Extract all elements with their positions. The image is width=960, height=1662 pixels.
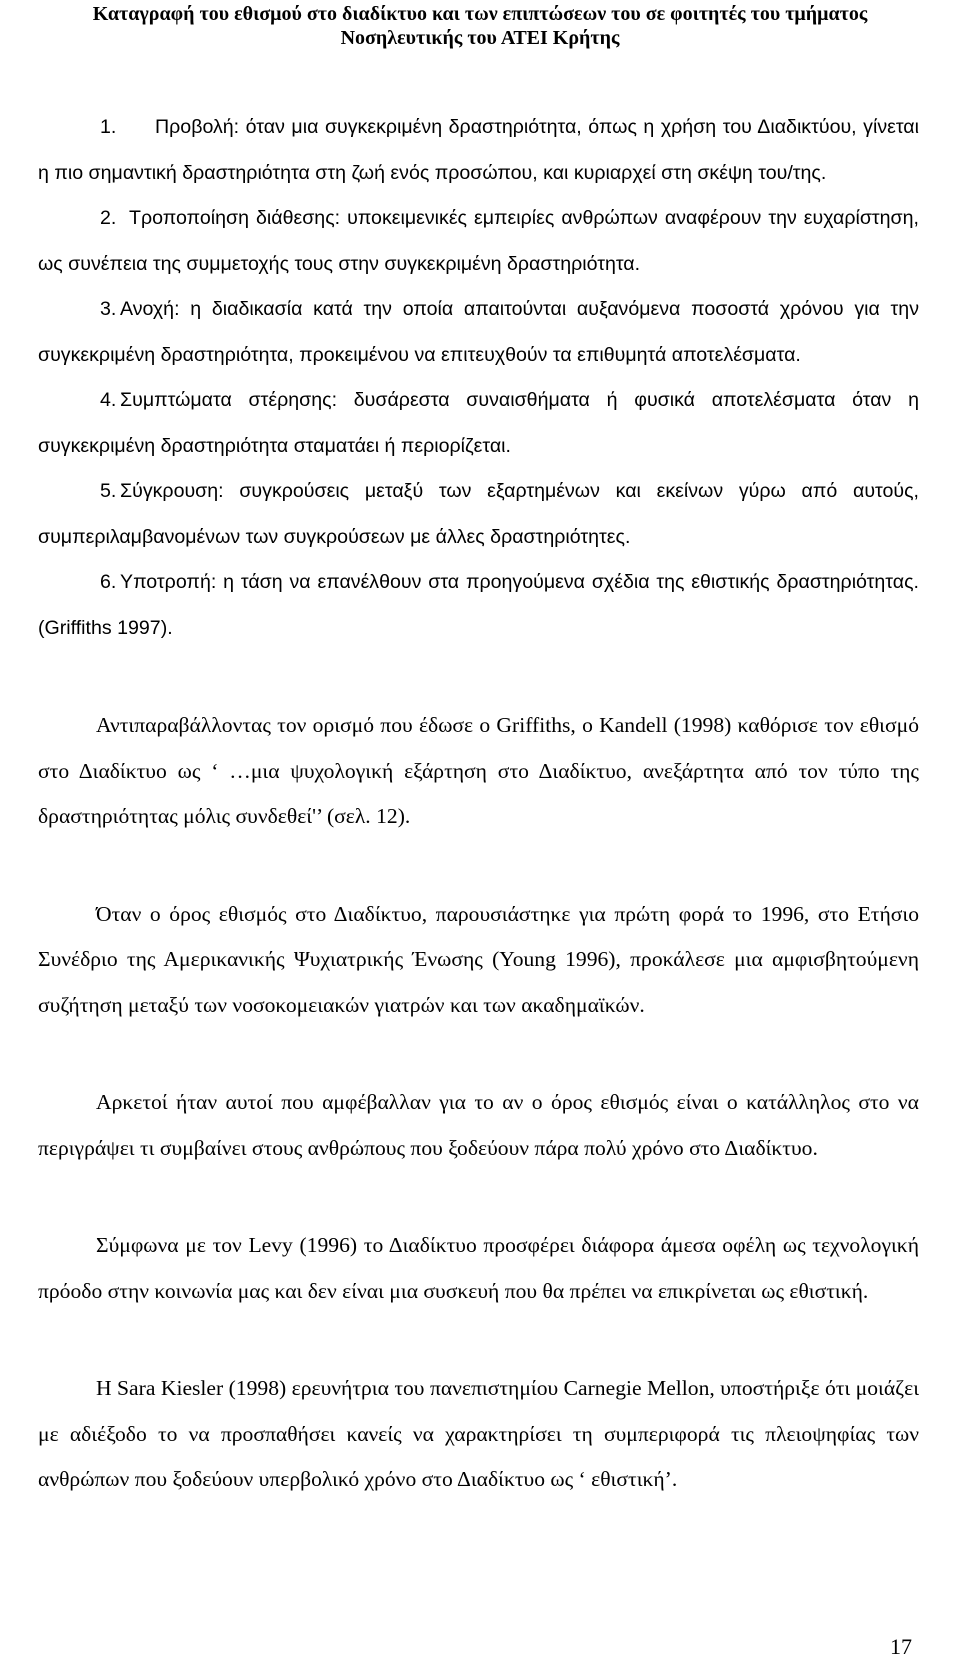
paragraph-spacer (38, 1314, 919, 1366)
list-number: 3. (100, 298, 117, 320)
list-text: Τροποποίηση διάθεσης: υποκειμενικές εμπειρίες ανθρώπων αναφέρουν την ευχαρίστηση, ως συνέπεια της συμμετοχής τους στην συγκεκριμένη δραστηριότητα. (38, 207, 919, 275)
paragraph-levy: Σύμφωνα με τον Levy (1996) το Διαδίκτυο προσφέρει διάφορα άμεσα οφέλη ως τεχνολογική πρόοδο στην κοινωνία μας και δεν είναι μια συσκευή που θα πρέπει να επικρίνεται ως εθιστική. (38, 1233, 919, 1303)
page-number: 17 (890, 1634, 912, 1659)
running-header (40, 2, 920, 50)
list-number: 6. (100, 571, 117, 593)
list-text: Προβολή: όταν μια συγκεκριμένη δραστηριότητα, όπως η χρήση του Διαδικτύου, γίνεται η πιο σημαντική δραστηριότητα στη ζωή ενός προσώπου, και κυριαρχεί στη σκέψη του/της. (38, 116, 919, 184)
header-line-2: Νοσηλευτικής του ΑΤΕΙ Κρήτης (340, 27, 620, 49)
list-text: Συμπτώματα στέρησης: δυσάρεστα συναισθήματα ή φυσικά αποτελέσματα όταν η συγκεκριμένη δραστηριότητα σταματάει ή περιορίζεται. (38, 389, 919, 457)
list-number: 4. (100, 389, 117, 411)
list-number: 1. (100, 116, 117, 138)
list-item-5 (38, 469, 919, 560)
header-line-1: Καταγραφή του εθισμού στο διαδίκτυο και των επιπτώσεων του σε φοιτητές του τμήματος (92, 3, 868, 25)
body-text (38, 105, 919, 1503)
list-number: 2. (100, 207, 117, 229)
paragraph-spacer (38, 1171, 919, 1223)
paragraph-spacer (38, 840, 919, 892)
list-item-6 (38, 560, 919, 651)
list-text: Σύγκρουση: συγκρούσεις μεταξύ των εξαρτημένων και εκείνων γύρω από αυτούς, συμπεριλαμβανομένων των συγκρούσεων με άλλες δραστηριότητες. (38, 480, 919, 548)
paragraph-spacer (38, 1028, 919, 1080)
paragraph-spacer (38, 651, 919, 703)
paragraph-doubt: Αρκετοί ήταν αυτοί που αμφέβαλλαν για το αν ο όρος εθισμός είναι ο κατάλληλος στο να περιγράψει τι συμβαίνει στους ανθρώπους που ξοδεύουν πάρα πολύ χρόνο στο Διαδίκτυο. (38, 1090, 919, 1160)
criteria-list (38, 105, 919, 651)
list-text: Υποτροπή: η τάση να επανέλθουν στα προηγούμενα σχέδια της εθιστικής δραστηριότητας. (Griffiths 1997). (38, 571, 919, 639)
paragraph-kiesler: Η Sara Kiesler (1998) ερευνήτρια του πανεπιστημίου Carnegie Mellon, υποστήριξε ότι μοιάζει με αδιέξοδο το να προσπαθήσει κανείς να χαρακτηρίσει τη συμπεριφορά τις πλειοψηφίας των ανθρώπων που ξοδεύουν υπερβολικό χρόνο στο Διαδίκτυο ως ‘ εθιστική’. (38, 1376, 919, 1491)
list-item-3 (38, 287, 919, 378)
list-number: 5. (100, 480, 117, 502)
list-item-2 (38, 196, 919, 287)
list-item-1 (38, 105, 919, 196)
paragraph-kandell: Αντιπαραβάλλοντας τον ορισμό που έδωσε ο Griffiths, ο Kandell (1998) καθόρισε τον εθισμό στο Διαδίκτυο ως ‘ …μια ψυχολογική εξάρτηση στο Διαδίκτυο, ανεξάρτητα από τον τύπο της δραστηριότητας μόλις συνδεθεί'’ (σελ. 12). (38, 713, 919, 828)
paragraph-young: Όταν ο όρος εθισμός στο Διαδίκτυο, παρουσιάστηκε για πρώτη φορά το 1996, στο Ετήσιο Συνέδριο της Αμερικανικής Ψυχιατρικής Ένωσης (Young 1996), προκάλεσε μια αμφισβητούμενη συζήτηση μεταξύ των νοσοκομειακών γιατρών και των ακαδημαϊκών. (38, 901, 919, 1017)
list-text: Ανοχή: η διαδικασία κατά την οποία απαιτούνται αυξανόμενα ποσοστά χρόνου για την συγκεκριμένη δραστηριότητα, προκειμένου να επιτευχθούν τα επιθυμητά αποτελέσματα. (38, 298, 919, 366)
list-item-4 (38, 378, 919, 469)
